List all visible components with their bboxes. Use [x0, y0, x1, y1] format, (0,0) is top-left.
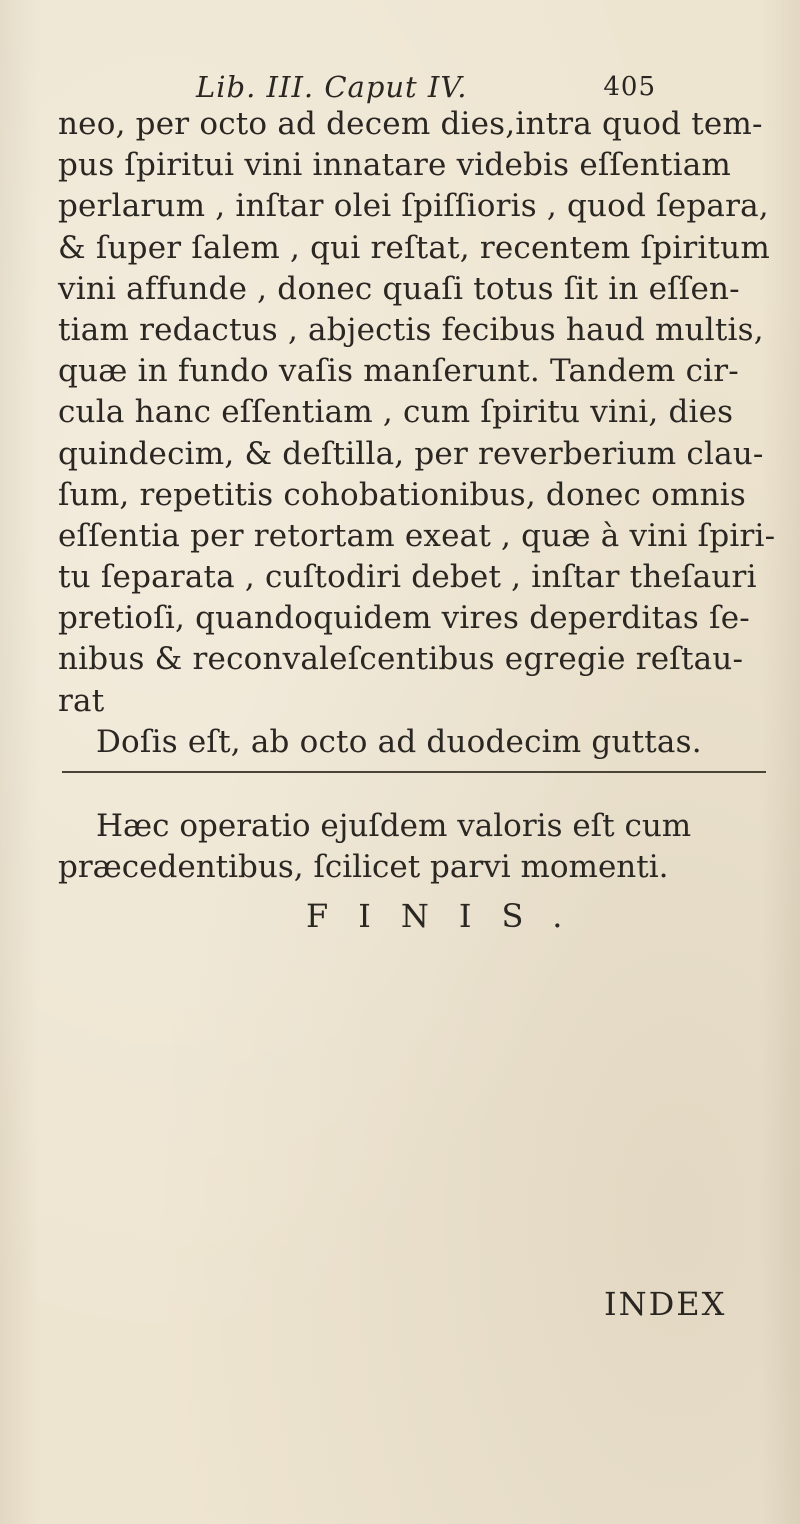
text-line: quæ in fundo vaſis manſerunt. Tandem cir-: [58, 353, 739, 390]
text-line: perlarum , inſtar olei ſpiſſioris , quod ſepara,: [58, 188, 769, 225]
text-line: præcedentibus, ſcilicet parvi momenti.: [58, 849, 669, 886]
text-line: pus ſpiritui vini innatare videbis eſſentiam: [58, 147, 731, 184]
page-number: 405: [603, 72, 656, 102]
text-line: & ſuper ſalem , qui reſtat, recentem ſpiritum: [58, 229, 770, 266]
text-line: rat: [58, 682, 105, 719]
text-line: Hæc operatio ejuſdem valoris eſt cum: [96, 808, 692, 844]
text-line: vini affunde , donec quaſi totus ſit in eſſen-: [58, 270, 740, 307]
text-line: tu ſeparata , cuſtodiri debet , inſtar theſauri: [58, 559, 757, 596]
catchword: INDEX: [604, 1285, 727, 1323]
text-line: tiam redactus , abjectis fecibus haud multis,: [58, 311, 764, 348]
finis-heading: FINIS.: [306, 897, 593, 935]
text-line: eſſentia per retortam exeat , quæ à vini ſpiri-: [58, 517, 776, 554]
main-paragraph: [58, 104, 778, 763]
text-line: nibus & reconvaleſcentibus egregie reſtau-: [58, 641, 744, 678]
text-line: cula hanc eſſentiam , cum ſpiritu vini, dies: [58, 394, 734, 431]
section-rule: [62, 771, 766, 773]
text-line: neo, per octo ad decem dies,intra quod tem-: [58, 106, 763, 142]
dose-line: Doſis eſt, ab octo ad duodecim guttas.: [96, 723, 702, 760]
text-line: quindecim, & deſtilla, per reverberium clau-: [58, 435, 764, 472]
running-head-title: Lib. III. Caput IV.: [196, 70, 468, 104]
text-line: ſum, repetitis cohobationibus, donec omnis: [58, 476, 747, 513]
closing-paragraph: [58, 806, 778, 888]
text-line: pretioſi, quandoquidem vires deperditas ſe-: [58, 600, 750, 637]
